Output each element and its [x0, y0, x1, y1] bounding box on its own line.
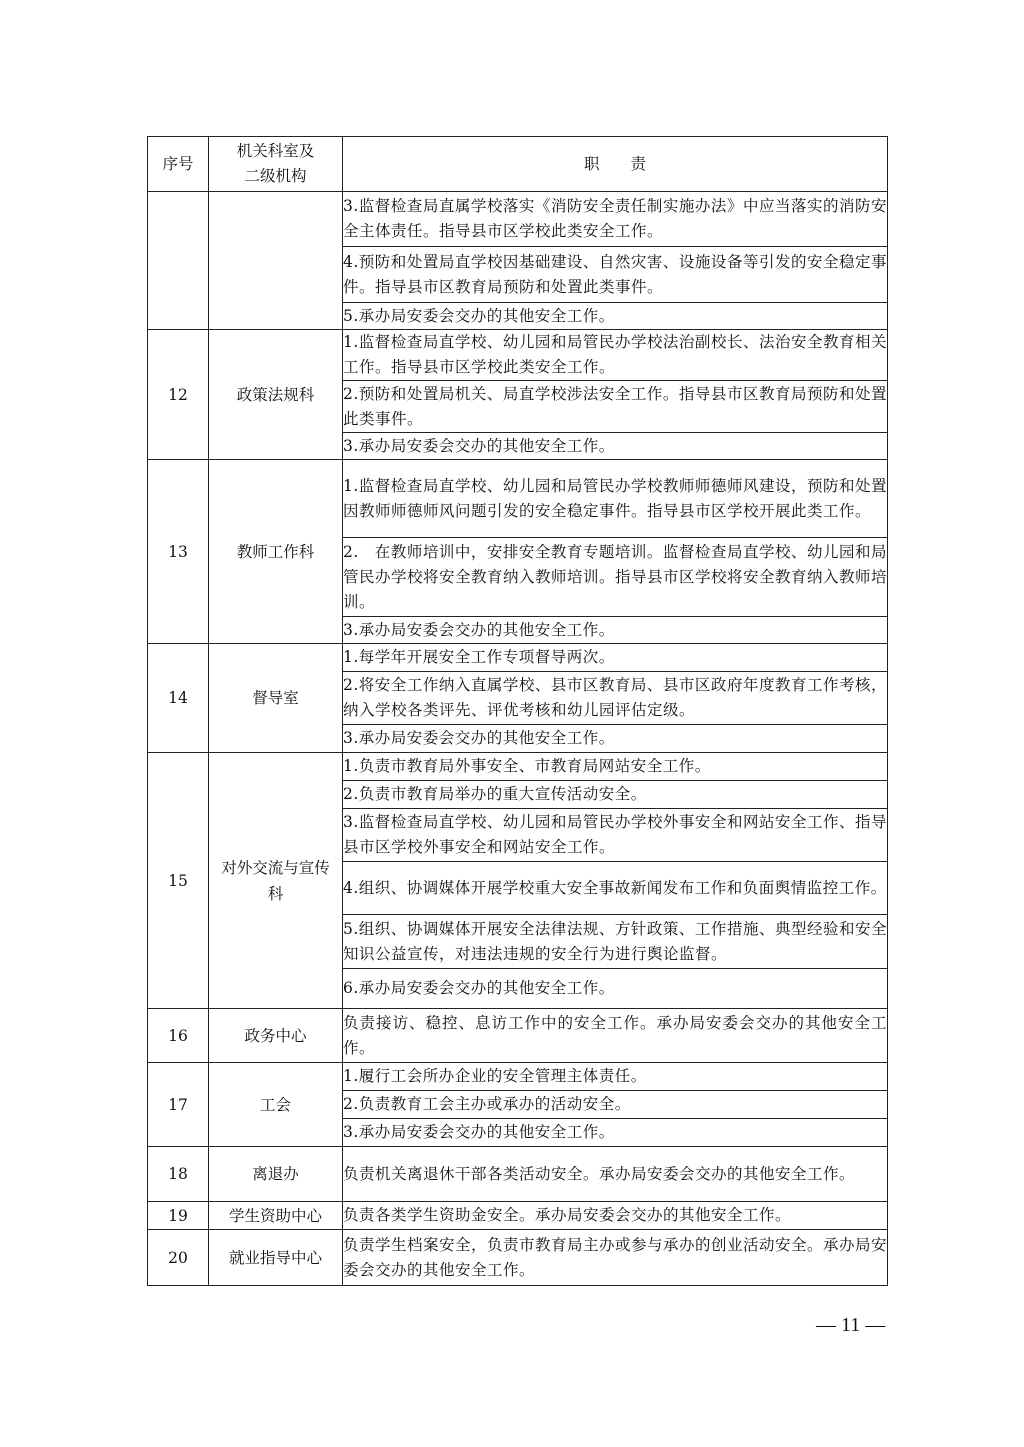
duty-item: 4.预防和处置局直学校因基础建设、自然灾害、设施设备等引发的安全稳定事件。指导县市区教育局预防和处置此类事件。: [343, 247, 888, 303]
header-number: 序号: [148, 137, 209, 192]
duty-item: 3.承办局安委会交办的其他安全工作。: [343, 1119, 888, 1147]
duty-item: 3.监督检查局直属学校落实《消防安全责任制实施办法》中应当落实的消防安全主体责任。指导县市区学校此类安全工作。: [343, 192, 888, 247]
row-number: 18: [148, 1147, 209, 1202]
duty-item: 2.负责市教育局举办的重大宣传活动安全。: [343, 781, 888, 809]
duty-item: 1.履行工会所办企业的安全管理主体责任。: [343, 1063, 888, 1091]
row-dept: 教师工作科: [209, 460, 343, 644]
table-row: [148, 644, 888, 672]
table-row: [148, 1147, 888, 1202]
duty-item: 5.承办局安委会交办的其他安全工作。: [343, 303, 888, 330]
row-number: 14: [148, 644, 209, 753]
row-number: 17: [148, 1063, 209, 1147]
row-dept: 政策法规科: [209, 330, 343, 460]
table-row: [148, 1230, 888, 1286]
header-duties: 职 责: [343, 137, 888, 192]
table-row: [148, 753, 888, 781]
duty-item: 3.承办局安委会交办的其他安全工作。: [343, 433, 888, 460]
row-dept: [209, 753, 343, 1009]
duty-item: 2.预防和处置局机关、局直学校涉法安全工作。指导县市区教育局预防和处置此类事件。: [343, 381, 888, 433]
row-dept: 学生资助中心: [209, 1202, 343, 1230]
row-dept: 工会: [209, 1063, 343, 1147]
duty-item: 1.监督检查局直学校、幼儿园和局管民办学校法治副校长、法治安全教育相关工作。指导县市区学校此类安全工作。: [343, 330, 888, 381]
duty-item: 2. 在教师培训中，安排安全教育专题培训。监督检查局直学校、幼儿园和局管民办学校将安全教育纳入教师培训。指导县市区学校将安全教育纳入教师培训。: [343, 538, 888, 617]
row-dept: 离退办: [209, 1147, 343, 1202]
row-number: [148, 192, 209, 330]
table-row: [148, 1202, 888, 1230]
duty-item: 4.组织、协调媒体开展学校重大安全事故新闻发布工作和负面舆情监控工作。: [343, 862, 888, 915]
table-row: [148, 192, 888, 247]
row-number: 12: [148, 330, 209, 460]
duty-item: 负责学生档案安全，负责市教育局主办或参与承办的创业活动安全。承办局安委会交办的其他安全工作。: [343, 1230, 888, 1286]
header-dept-line2: 二级机构: [244, 167, 307, 185]
duty-item: 2.负责教育工会主办或承办的活动安全。: [343, 1091, 888, 1119]
duty-item: 负责机关离退休干部各类活动安全。承办局安委会交办的其他安全工作。: [343, 1147, 888, 1202]
duty-item: 2.将安全工作纳入直属学校、县市区教育局、县市区政府年度教育工作考核，纳入学校各类评先、评优考核和幼儿园评估定级。: [343, 672, 888, 725]
row-dept: 督导室: [209, 644, 343, 753]
duty-item: 1.监督检查局直学校、幼儿园和局管民办学校教师师德师风建设，预防和处置因教师师德师风问题引发的安全稳定事件。指导县市区学校开展此类工作。: [343, 460, 888, 538]
row-dept: 政务中心: [209, 1009, 343, 1063]
duty-item: 3.监督检查局直学校、幼儿园和局管民办学校外事安全和网站安全工作、指导县市区学校外事安全和网站安全工作。: [343, 809, 888, 862]
table-row: [148, 460, 888, 538]
header-dept-line1: 机关科室及: [236, 142, 315, 160]
row-number: 15: [148, 753, 209, 1009]
table-row: [148, 330, 888, 381]
row-dept: [209, 192, 343, 330]
header-dept: [209, 137, 343, 192]
duty-item: 1.每学年开展安全工作专项督导两次。: [343, 644, 888, 672]
duty-item: 负责接访、稳控、息访工作中的安全工作。承办局安委会交办的其他安全工作。: [343, 1009, 888, 1063]
row-dept-label: 对外交流与宣传科: [221, 858, 330, 903]
row-number: 13: [148, 460, 209, 644]
duty-item: 负责各类学生资助金安全。承办局安委会交办的其他安全工作。: [343, 1202, 888, 1230]
row-number: 20: [148, 1230, 209, 1286]
duty-item: 3.承办局安委会交办的其他安全工作。: [343, 617, 888, 644]
row-dept: 就业指导中心: [209, 1230, 343, 1286]
table-row: [148, 1063, 888, 1091]
table-row: [148, 1009, 888, 1063]
duty-item: 6.承办局安委会交办的其他安全工作。: [343, 969, 888, 1009]
row-number: 16: [148, 1009, 209, 1063]
duties-table: [147, 136, 888, 1286]
row-number: 19: [148, 1202, 209, 1230]
duty-item: 3.承办局安委会交办的其他安全工作。: [343, 725, 888, 753]
table-header-row: [148, 137, 888, 192]
page-number: — 11 —: [816, 1314, 886, 1336]
duty-item: 1.负责市教育局外事安全、市教育局网站安全工作。: [343, 753, 888, 781]
duty-item: 5.组织、协调媒体开展安全法律法规、方针政策、工作措施、典型经验和安全知识公益宣传，对违法违规的安全行为进行舆论监督。: [343, 915, 888, 969]
